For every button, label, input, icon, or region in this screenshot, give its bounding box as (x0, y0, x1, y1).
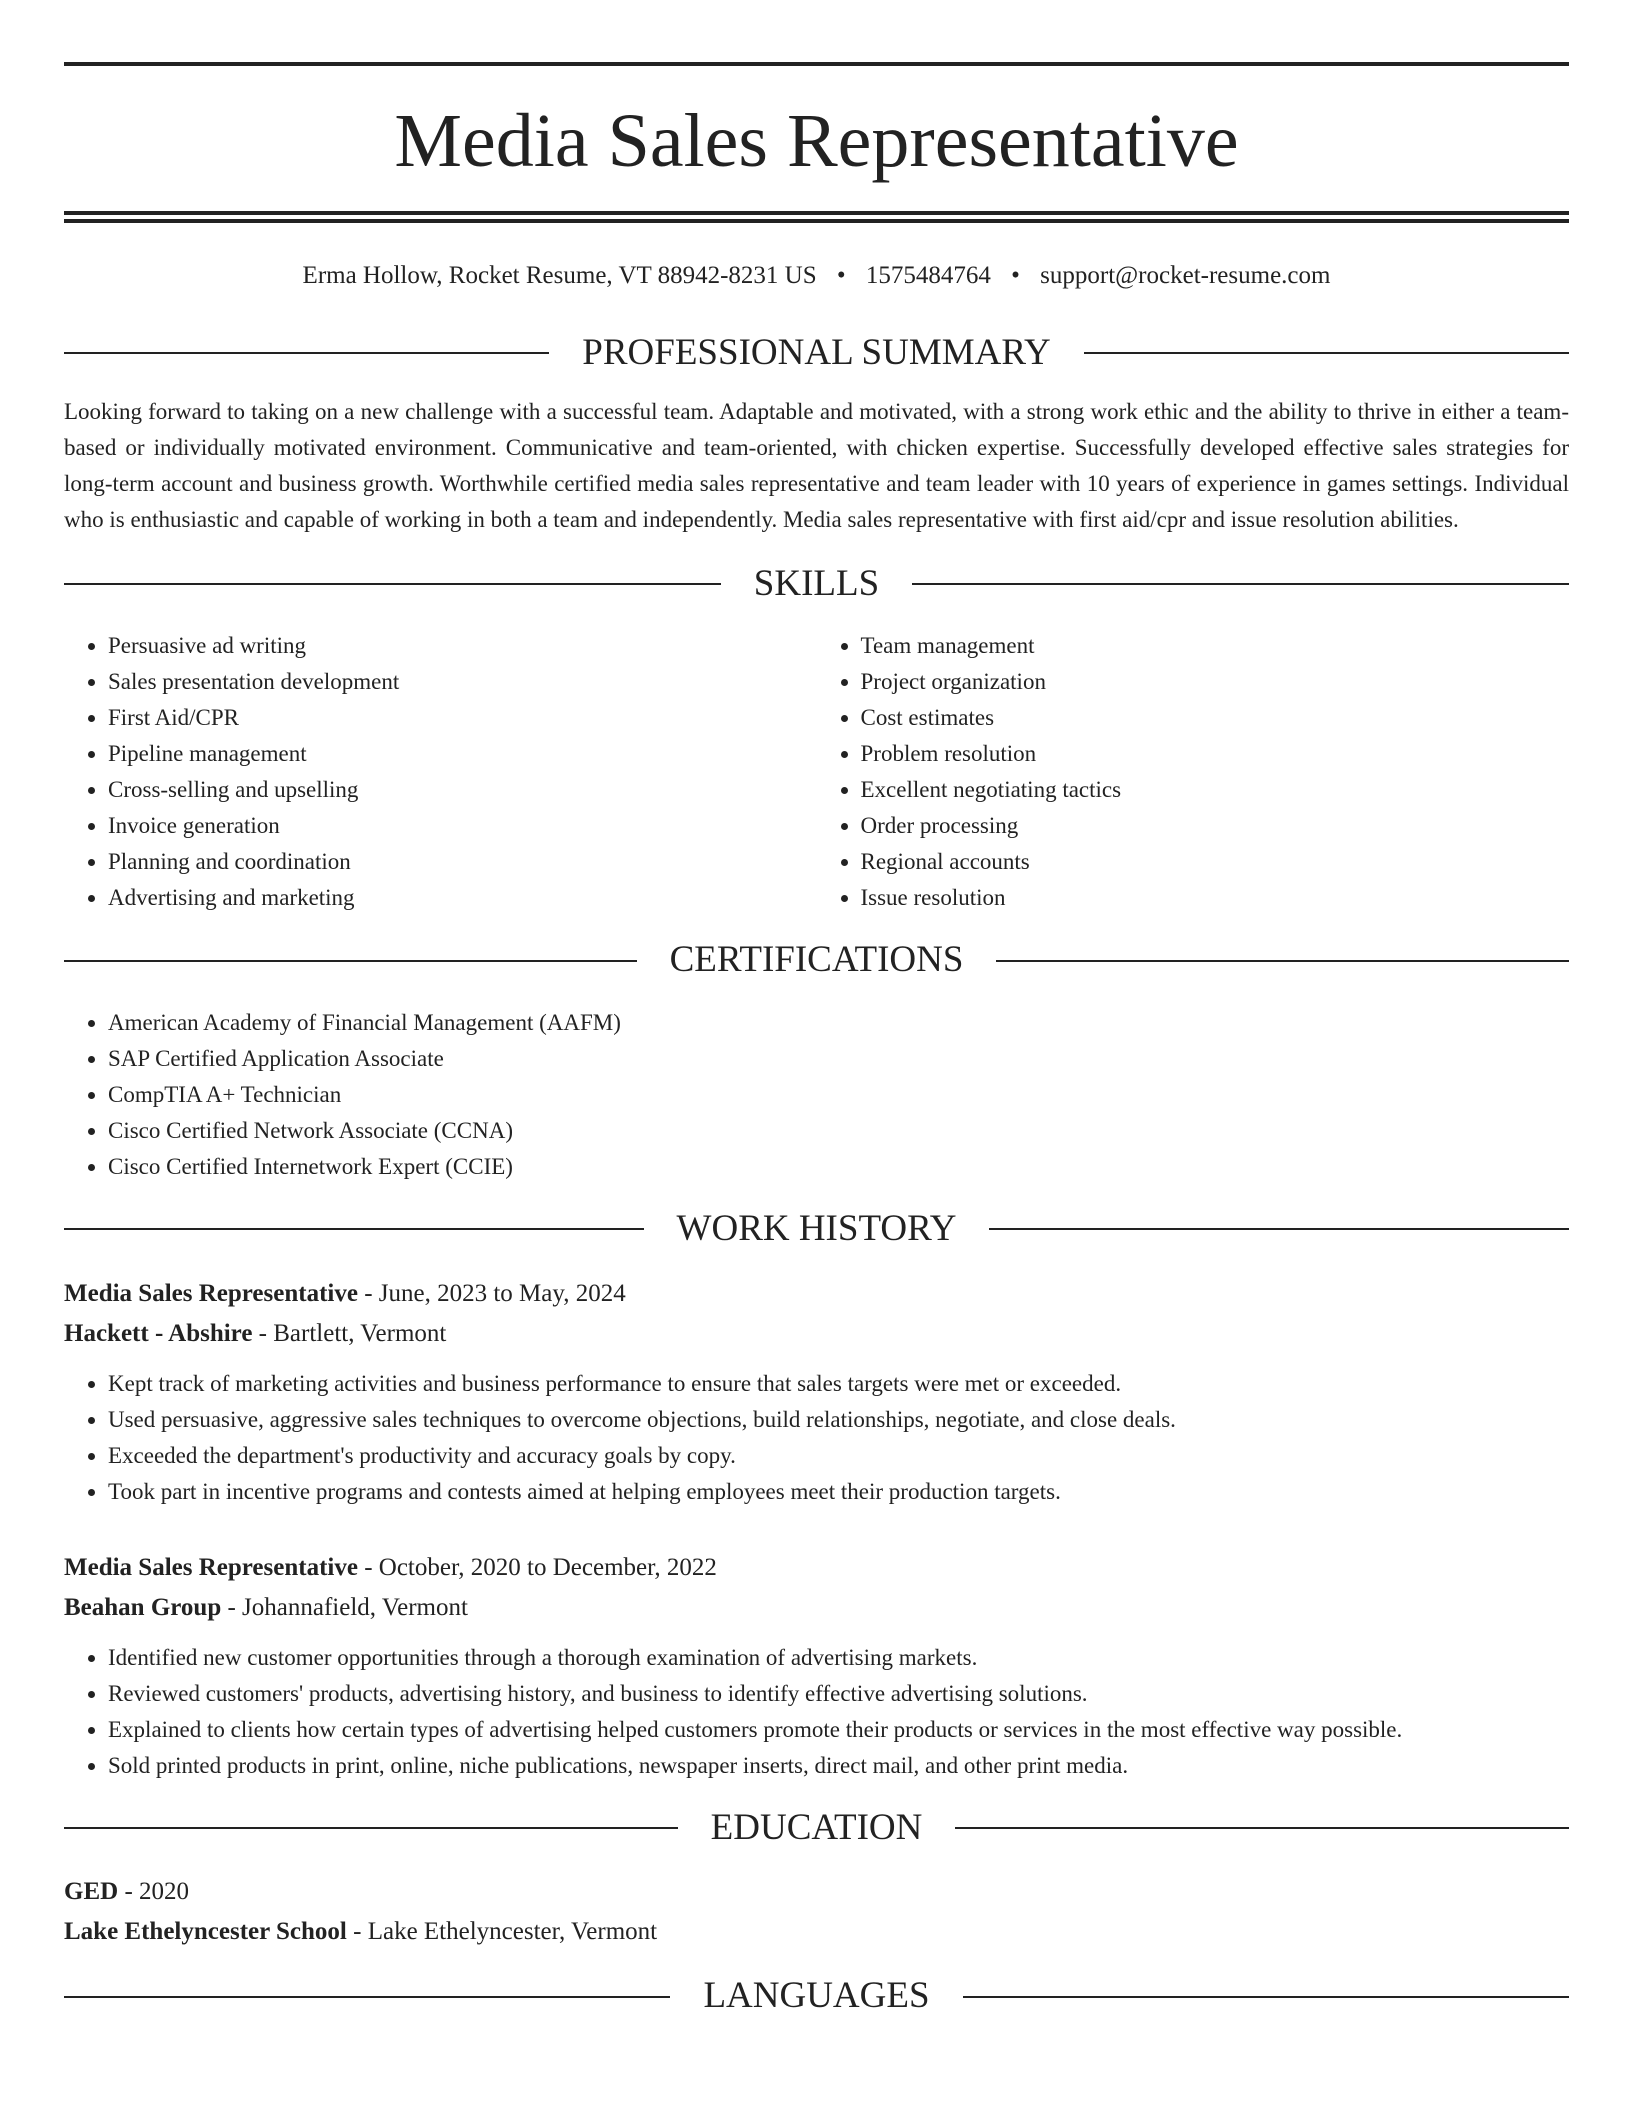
certification-item: • CompTIA A+ Technician (108, 1077, 1569, 1113)
skill-item: • Team management (861, 628, 1570, 664)
job-company-line (64, 1588, 1569, 1628)
skills-heading (64, 564, 1569, 605)
job-entry (64, 1274, 1569, 1510)
job-bullet: • Used persuasive, aggressive sales techniques to overcome objections, build relationships, negotiate, and close deals. (108, 1402, 1569, 1438)
job-bullet: • Took part in incentive programs and contests aimed at helping employees meet their production targets. (108, 1474, 1569, 1510)
contact-separator: • (836, 262, 846, 289)
summary-text: Looking forward to taking on a new challenge with a successful team. Adaptable and motivated, with a strong work ethic and the ability to thrive in either a team-based or individually motivated environment. Communicative and team-oriented, with chicken expertise. Successfully developed effective sales strategies for long-term account and business growth. Worthwhile certified media sales representative and team leader with 10 years of experience in games settings. Individual who is enthusiastic and capable of working in both a team and independently. Media sales representative with first aid/cpr and issue resolution abilities. (64, 398, 1569, 532)
resume-title: Media Sales Representative (394, 99, 1239, 183)
skill-item: • Pipeline management (108, 736, 817, 772)
languages-heading-label: LANGUAGES (703, 1975, 930, 2017)
work-history-heading-label: WORK HISTORY (676, 1208, 957, 1250)
title-double-rule (64, 211, 1569, 223)
work-history-heading (64, 1209, 1569, 1250)
skill-item: • Order processing (861, 808, 1570, 844)
job-bullets (64, 1366, 1569, 1510)
job-dates: - October, 2020 to December, 2022 (364, 1553, 717, 1581)
certification-item: • American Academy of Financial Management (AAFM) (108, 1005, 1569, 1041)
contact-line (64, 261, 1569, 291)
job-title-line (64, 1274, 1569, 1314)
skill-item: • Invoice generation (108, 808, 817, 844)
contact-address: Erma Hollow, Rocket Resume, VT 88942-8231 US (302, 262, 817, 289)
job-dates: - June, 2023 to May, 2024 (364, 1279, 626, 1307)
skill-item: • Advertising and marketing (108, 880, 817, 916)
job-bullet: • Exceeded the department's productivity and accuracy goals by copy. (108, 1438, 1569, 1474)
job-company: Hackett - Abshire (64, 1319, 253, 1347)
summary-heading (64, 333, 1569, 374)
job-location: - Johannafield, Vermont (227, 1593, 468, 1621)
job-title: Media Sales Representative (64, 1553, 358, 1581)
languages-heading (64, 1976, 1569, 2017)
certifications-heading-label: CERTIFICATIONS (669, 939, 964, 981)
skill-item: • Project organization (861, 664, 1570, 700)
skill-item: • Excellent negotiating tactics (861, 772, 1570, 808)
contact-separator: • (1011, 262, 1020, 289)
job-bullet: • Sold printed products in print, online, niche publications, newspaper inserts, direct mail, and other print media. (108, 1748, 1569, 1784)
job-company: Beahan Group (64, 1593, 222, 1621)
skill-item: • Regional accounts (861, 844, 1570, 880)
skill-item: • Cost estimates (861, 700, 1570, 736)
job-entry (64, 1548, 1569, 1784)
certifications-heading (64, 940, 1569, 981)
job-bullets (64, 1640, 1569, 1784)
skills-left-list (64, 628, 817, 916)
contact-phone: 1575484764 (865, 262, 991, 289)
education-degree-line (64, 1872, 1569, 1912)
certification-item: • SAP Certified Application Associate (108, 1041, 1569, 1077)
skill-item: • Problem resolution (861, 736, 1570, 772)
summary-heading-label: PROFESSIONAL SUMMARY (582, 332, 1051, 373)
job-bullet: • Explained to clients how certain types of advertising helped customers promote their products or services in the most effective way possible. (108, 1712, 1569, 1748)
certifications-list (64, 1005, 1569, 1185)
job-title: Media Sales Representative (64, 1279, 358, 1307)
skill-item: • Persuasive ad writing (108, 628, 817, 664)
education-heading-label: EDUCATION (710, 1806, 923, 1848)
education-location: - Lake Ethelyncester, Vermont (353, 1918, 658, 1946)
title-block (64, 0, 1569, 223)
job-bullet: • Reviewed customers' products, advertising history, and business to identify effective advertising solutions. (108, 1676, 1569, 1712)
education-year: - 2020 (124, 1878, 190, 1906)
resume-content (64, 0, 1569, 2017)
education-school: Lake Ethelyncester School (64, 1918, 347, 1946)
skills-right-list (817, 628, 1570, 916)
job-title-line (64, 1548, 1569, 1588)
job-location: - Bartlett, Vermont (258, 1319, 447, 1347)
skill-item: • First Aid/CPR (108, 700, 817, 736)
skill-item: • Planning and coordination (108, 844, 817, 880)
education-heading (64, 1808, 1569, 1849)
skills-heading-label: SKILLS (753, 562, 880, 604)
contact-email: support@rocket-resume.com (1040, 262, 1331, 289)
skill-item: • Sales presentation development (108, 664, 817, 700)
job-bullet: • Kept track of marketing activities and business performance to ensure that sales targets were met or exceeded. (108, 1366, 1569, 1402)
job-bullet: • Identified new customer opportunities through a thorough examination of advertising markets. (108, 1640, 1569, 1676)
skills-columns (64, 628, 1569, 916)
skill-item: • Issue resolution (861, 880, 1570, 916)
education-entry (64, 1872, 1569, 1952)
certification-item: • Cisco Certified Network Associate (CCNA) (108, 1113, 1569, 1149)
education-degree: GED (64, 1878, 119, 1906)
job-company-line (64, 1314, 1569, 1354)
education-school-line (64, 1912, 1569, 1952)
certification-item: • Cisco Certified Internetwork Expert (CCIE) (108, 1149, 1569, 1185)
skill-item: • Cross-selling and upselling (108, 772, 817, 808)
